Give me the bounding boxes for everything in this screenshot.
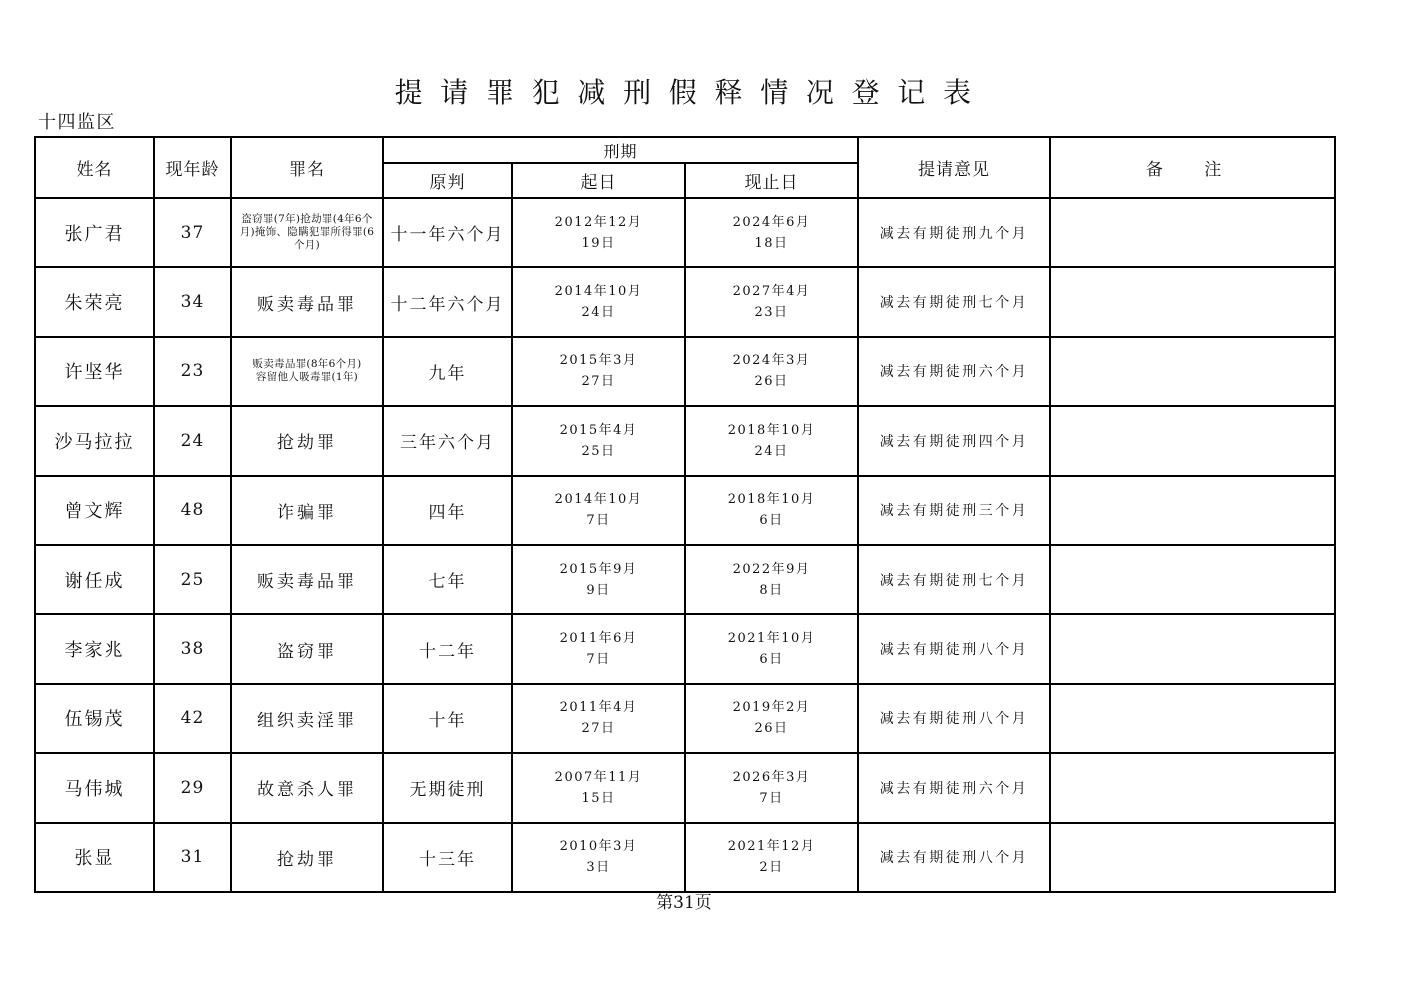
- name-text: 谢任成: [64, 570, 125, 592]
- header-start-date: 起日: [512, 163, 685, 198]
- name-text: 伍锡茂: [64, 709, 125, 731]
- start-date-line: 3日: [586, 860, 611, 876]
- remarks-cell: [1050, 823, 1335, 892]
- opinion-text: 减去有期徒刑三个月: [879, 503, 1029, 520]
- table-row: [35, 337, 1335, 406]
- crime-cell: [231, 545, 383, 614]
- opinion-text: 减去有期徒刑八个月: [879, 711, 1029, 728]
- original-sentence-cell: [383, 545, 512, 614]
- original-sentence-text: 七年: [428, 572, 467, 593]
- header-original-sentence: 原判: [383, 163, 512, 198]
- header-remarks: 备 注: [1050, 137, 1335, 198]
- start-date-line: 9日: [586, 582, 611, 598]
- name-cell: [35, 614, 154, 683]
- original-sentence-cell: [383, 823, 512, 892]
- original-sentence-cell: [383, 337, 512, 406]
- remarks-cell: [1050, 476, 1335, 545]
- start-date-line: 24日: [581, 305, 616, 321]
- start-date-cell: [512, 684, 685, 753]
- end-date-cell: [685, 684, 858, 753]
- remarks-cell: [1050, 198, 1335, 267]
- remarks-cell: [1050, 545, 1335, 614]
- age-text: 31: [180, 847, 205, 868]
- end-date-cell: [685, 267, 858, 336]
- end-date-cell: [685, 614, 858, 683]
- opinion-text: 减去有期徒刑六个月: [879, 780, 1029, 797]
- prison-district-label: 十四监区: [38, 112, 116, 133]
- start-date-line: 2015年9月: [559, 561, 638, 577]
- crime-line: 贩卖毒品罪: [257, 294, 357, 315]
- original-sentence-text: 九年: [428, 363, 467, 384]
- header-end-date: 现止日: [685, 163, 858, 198]
- name-text: 朱荣亮: [64, 293, 125, 315]
- age-cell: [154, 406, 231, 475]
- end-date-line: 2019年2月: [732, 700, 811, 716]
- age-cell: [154, 476, 231, 545]
- start-date-line: 2007年11月: [554, 769, 643, 785]
- start-date-cell: [512, 823, 685, 892]
- name-cell: [35, 267, 154, 336]
- original-sentence-cell: [383, 406, 512, 475]
- age-cell: [154, 614, 231, 683]
- original-sentence-text: 四年: [428, 502, 467, 523]
- start-date-line: 15日: [581, 790, 616, 806]
- opinion-text: 减去有期徒刑七个月: [879, 572, 1029, 589]
- name-cell: [35, 684, 154, 753]
- end-date-line: 2021年10月: [727, 631, 816, 647]
- table-row: [35, 476, 1335, 545]
- age-text: 42: [180, 708, 205, 729]
- end-date-cell: [685, 406, 858, 475]
- end-date-cell: [685, 753, 858, 822]
- header-age: 现年龄: [154, 137, 231, 198]
- original-sentence-text: 三年六个月: [400, 433, 495, 454]
- original-sentence-cell: [383, 267, 512, 336]
- opinion-cell: [858, 614, 1050, 683]
- crime-line: 组织卖淫罪: [257, 710, 357, 731]
- name-cell: [35, 476, 154, 545]
- original-sentence-text: 十二年: [419, 641, 476, 662]
- name-text: 张显: [74, 848, 115, 870]
- end-date-line: 2021年12月: [727, 839, 816, 855]
- remarks-cell: [1050, 684, 1335, 753]
- remarks-cell: [1050, 753, 1335, 822]
- original-sentence-text: 十三年: [419, 849, 476, 870]
- name-text: 曾文辉: [64, 501, 125, 523]
- header-row: [35, 137, 1335, 163]
- original-sentence-cell: [383, 614, 512, 683]
- age-text: 23: [180, 361, 205, 382]
- age-text: 34: [180, 292, 205, 313]
- opinion-text: 减去有期徒刑四个月: [879, 433, 1029, 450]
- name-cell: [35, 406, 154, 475]
- start-date-line: 19日: [581, 235, 616, 251]
- age-text: 24: [180, 430, 205, 451]
- crime-line: 贩卖毒品罪(8年6个月): [252, 358, 362, 371]
- name-text: 马伟城: [64, 778, 125, 800]
- opinion-cell: [858, 476, 1050, 545]
- crime-line: 贩卖毒品罪: [257, 572, 357, 593]
- end-date-line: 2018年10月: [727, 492, 816, 508]
- end-date-line: 2024年6月: [732, 214, 811, 230]
- crime-cell: [231, 476, 383, 545]
- table-row: [35, 684, 1335, 753]
- original-sentence-text: 十二年六个月: [390, 294, 505, 315]
- age-text: 29: [180, 777, 205, 798]
- crime-line: 容留他人吸毒罪(1年): [255, 371, 359, 384]
- crime-cell: [231, 684, 383, 753]
- age-text: 25: [180, 569, 205, 590]
- end-date-line: 7日: [759, 790, 784, 806]
- opinion-cell: [858, 545, 1050, 614]
- page-number: 第31页: [656, 893, 712, 913]
- registration-table: [34, 136, 1336, 893]
- age-text: 37: [180, 222, 205, 243]
- name-text: 李家兆: [64, 640, 125, 662]
- table-row: [35, 753, 1335, 822]
- name-cell: [35, 545, 154, 614]
- opinion-text: 减去有期徒刑八个月: [879, 642, 1029, 659]
- start-date-cell: [512, 545, 685, 614]
- opinion-cell: [858, 406, 1050, 475]
- table-row: [35, 545, 1335, 614]
- name-text: 张广君: [64, 223, 125, 245]
- opinion-cell: [858, 198, 1050, 267]
- age-cell: [154, 684, 231, 753]
- name-text: 许坚华: [64, 362, 125, 384]
- age-cell: [154, 337, 231, 406]
- end-date-cell: [685, 198, 858, 267]
- original-sentence-text: 十年: [428, 710, 467, 731]
- end-date-line: 26日: [754, 721, 789, 737]
- opinion-text: 减去有期徒刑八个月: [879, 850, 1029, 867]
- remarks-cell: [1050, 406, 1335, 475]
- start-date-line: 7日: [586, 513, 611, 529]
- end-date-line: 2日: [759, 860, 784, 876]
- name-cell: [35, 337, 154, 406]
- end-date-line: 2018年10月: [727, 422, 816, 438]
- end-date-line: 8日: [759, 582, 784, 598]
- opinion-cell: [858, 337, 1050, 406]
- crime-cell: [231, 753, 383, 822]
- end-date-line: 2027年4月: [732, 284, 811, 300]
- remarks-cell: [1050, 614, 1335, 683]
- age-text: 48: [180, 500, 205, 521]
- start-date-line: 2011年4月: [559, 700, 638, 716]
- opinion-cell: [858, 823, 1050, 892]
- opinion-cell: [858, 753, 1050, 822]
- start-date-cell: [512, 337, 685, 406]
- end-date-line: 18日: [754, 235, 789, 251]
- opinion-cell: [858, 267, 1050, 336]
- end-date-cell: [685, 823, 858, 892]
- opinion-text: 减去有期徒刑六个月: [879, 364, 1029, 381]
- crime-cell: [231, 337, 383, 406]
- age-cell: [154, 753, 231, 822]
- header-opinion: 提请意见: [858, 137, 1050, 198]
- name-text: 沙马拉拉: [54, 431, 135, 453]
- end-date-cell: [685, 545, 858, 614]
- start-date-cell: [512, 614, 685, 683]
- start-date-line: 27日: [581, 374, 616, 390]
- end-date-line: 23日: [754, 305, 789, 321]
- crime-cell: [231, 267, 383, 336]
- name-cell: [35, 753, 154, 822]
- age-cell: [154, 267, 231, 336]
- start-date-cell: [512, 267, 685, 336]
- start-date-line: 2011年6月: [559, 631, 638, 647]
- start-date-line: 2014年10月: [554, 492, 643, 508]
- table-row: [35, 614, 1335, 683]
- age-cell: [154, 198, 231, 267]
- start-date-cell: [512, 406, 685, 475]
- name-cell: [35, 823, 154, 892]
- start-date-cell: [512, 198, 685, 267]
- original-sentence-text: 十一年六个月: [390, 225, 505, 246]
- age-cell: [154, 823, 231, 892]
- crime-line: 抢劫罪: [277, 849, 337, 870]
- start-date-line: 25日: [581, 443, 616, 459]
- start-date-line: 2014年10月: [554, 284, 643, 300]
- header-crime: 罪名: [231, 137, 383, 198]
- opinion-cell: [858, 684, 1050, 753]
- crime-cell: [231, 614, 383, 683]
- remarks-cell: [1050, 267, 1335, 336]
- start-date-line: 2012年12月: [554, 214, 643, 230]
- original-sentence-text: 无期徒刑: [409, 780, 486, 801]
- start-date-line: 7日: [586, 652, 611, 668]
- start-date-line: 27日: [581, 721, 616, 737]
- end-date-line: 2024年3月: [732, 353, 811, 369]
- start-date-cell: [512, 476, 685, 545]
- end-date-cell: [685, 337, 858, 406]
- opinion-text: 减去有期徒刑七个月: [879, 295, 1029, 312]
- age-cell: [154, 545, 231, 614]
- table-row: [35, 267, 1335, 336]
- start-date-line: 2010年3月: [559, 839, 638, 855]
- table-row: [35, 198, 1335, 267]
- start-date-line: 2015年3月: [559, 353, 638, 369]
- crime-line: 抢劫罪: [277, 433, 337, 454]
- end-date-line: 6日: [759, 513, 784, 529]
- crime-cell: [231, 406, 383, 475]
- end-date-line: 26日: [754, 374, 789, 390]
- original-sentence-cell: [383, 476, 512, 545]
- end-date-line: 24日: [754, 443, 789, 459]
- crime-cell: [231, 823, 383, 892]
- crime-line: 故意杀人罪: [257, 780, 357, 801]
- crime-line: 诈骗罪: [277, 502, 337, 523]
- page-title: 提 请 罪 犯 减 刑 假 释 情 况 登 记 表: [394, 76, 976, 109]
- end-date-line: 6日: [759, 652, 784, 668]
- original-sentence-cell: [383, 753, 512, 822]
- header-name: 姓名: [35, 137, 154, 198]
- name-cell: [35, 198, 154, 267]
- opinion-text: 减去有期徒刑九个月: [879, 225, 1029, 242]
- end-date-cell: [685, 476, 858, 545]
- end-date-line: 2026年3月: [732, 769, 811, 785]
- table-row: [35, 823, 1335, 892]
- crime-line: 盗窃罪: [277, 641, 337, 662]
- original-sentence-cell: [383, 198, 512, 267]
- header-term: 刑期: [383, 137, 858, 163]
- start-date-line: 2015年4月: [559, 422, 638, 438]
- remarks-cell: [1050, 337, 1335, 406]
- crime-cell: [231, 198, 383, 267]
- end-date-line: 2022年9月: [732, 561, 811, 577]
- table-body: [35, 198, 1335, 892]
- age-text: 38: [180, 639, 205, 660]
- crime-line: 盗窃罪(7年)抢劫罪(4年6个月)掩饰、隐瞒犯罪所得罪(6个月): [239, 213, 375, 252]
- table-row: [35, 406, 1335, 475]
- start-date-cell: [512, 753, 685, 822]
- original-sentence-cell: [383, 684, 512, 753]
